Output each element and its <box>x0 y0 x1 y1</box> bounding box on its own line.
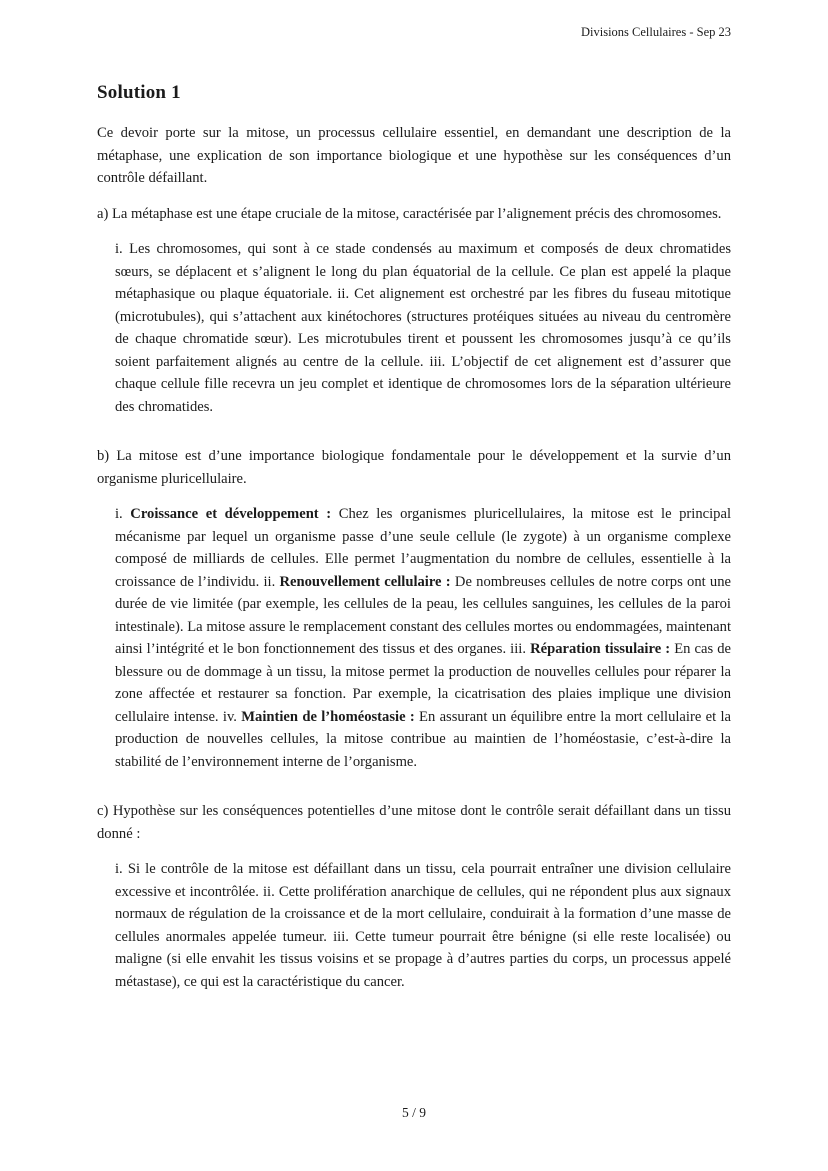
text-run: i. <box>115 506 131 522</box>
text-run: En assurant un équilibre entre la mort cellulaire et la production de nouvelles cellules, la mitose contribue au maintien de l’homéostasie, c’est-à-dire la stabilité de l’environnement interne de l’organisme. <box>115 708 731 770</box>
text-run: De nombreuses cellules de notre corps ont une durée de vie limitée (par exemple, les cellules de la peau, les cellules sanguines, les cellules de la paroi intestinale). La mitose assure le remplacement constant des cellules mortes ou endommagées, maintenant ainsi l’intégrité et le bon fonctionnement des tissus et des organes. iii. <box>115 573 731 657</box>
bold-run-croissance: Croissance et développement : <box>130 506 332 522</box>
section-b-detail <box>115 503 731 773</box>
bold-run-renouvellement: Renouvellement cellulaire : <box>279 573 451 590</box>
bold-run-reparation: Réparation tissulaire : <box>530 641 671 657</box>
page-header <box>97 24 731 40</box>
bold-run-homeostasie: Maintien de l’homéostasie : <box>241 708 415 725</box>
intro-paragraph: Ce devoir porte sur la mitose, un processus cellulaire essentiel, en demandant une description de la métaphase, une explication de son importance biologique et une hypothèse sur les conséquences d’un contrôle défaillant. <box>97 125 731 186</box>
page-number: 5 / 9 <box>401 1105 426 1120</box>
solution-title: Solution 1 <box>97 82 181 103</box>
section-b-lead: b) La mitose est d’une importance biologique fondamentale pour le développement et la survie d’un organisme pluricellulaire. <box>97 448 731 487</box>
section-a-lead: a) La métaphase est une étape cruciale de la mitose, caractérisée par l’alignement précis des chromosomes. <box>97 205 722 222</box>
section-c-detail: i. Si le contrôle de la mitose est défaillant dans un tissu, cela pourrait entraîner une division cellulaire excessive et incontrôlée. ii. Cette prolifération anarchique de cellules, qui ne répondent plus aux signaux normaux de régulation de la croissance et de la mort cellulaire, conduirait à la formation d’une masse de cellules anormales appelée tumeur. iii. Cette tumeur pourrait être bénigne (si elle reste localisée) ou maligne (si elle envahit les tissus voisins et se propage à d’autres parties du corps, un processus appelé métastase), ce qui est la caractéristique du cancer. <box>115 861 731 990</box>
section-a-detail: i. Les chromosomes, qui sont à ce stade condensés au maximum et composés de deux chromatides sœurs, se déplacent et s’alignent le long du plan équatorial de la cellule. Ce plan est appelé la plaque métaphasique ou plaque équatoriale. ii. Cet alignement est orchestré par les fibres du fuseau mitotique (microtubules), qui s’attachent aux kinétochores (structures protéiques situées au niveau du centromère de chaque chromatide sœur). Les microtubules tirent et poussent les chromosomes jusqu’à ce qu’ils soient parfaitement alignés au centre de la cellule. iii. L’objectif de cet alignement est d’assurer que chaque cellule fille recevra un jeu complet et identique de chromosomes lors de la séparation ultérieure des chromatides. <box>115 241 731 415</box>
text-run: Chez les organismes pluricellulaires, la mitose est le principal mécanisme par lequel un organisme passe d’une seule cellule (le zygote) à un organisme complexe composé de milliards de cellules. Elle permet l’augmentation du nombre de cellules, essentielle à la croissance de l’individu. ii. <box>115 506 732 590</box>
section-c-lead: c) Hypothèse sur les conséquences potentielles d’une mitose dont le contrôle serait défaillant dans un tissu donné : <box>97 803 731 842</box>
header-text: Divisions Cellulaires - Sep 23 <box>581 25 731 39</box>
text-run: En cas de blessure ou de dommage à un tissu, la mitose permet la production de nouvelles cellules pour réparer la zone affectée et restaurer sa fonction. Par exemple, la cicatrisation des plaies implique une division cellulaire intense. iv. <box>115 641 731 725</box>
